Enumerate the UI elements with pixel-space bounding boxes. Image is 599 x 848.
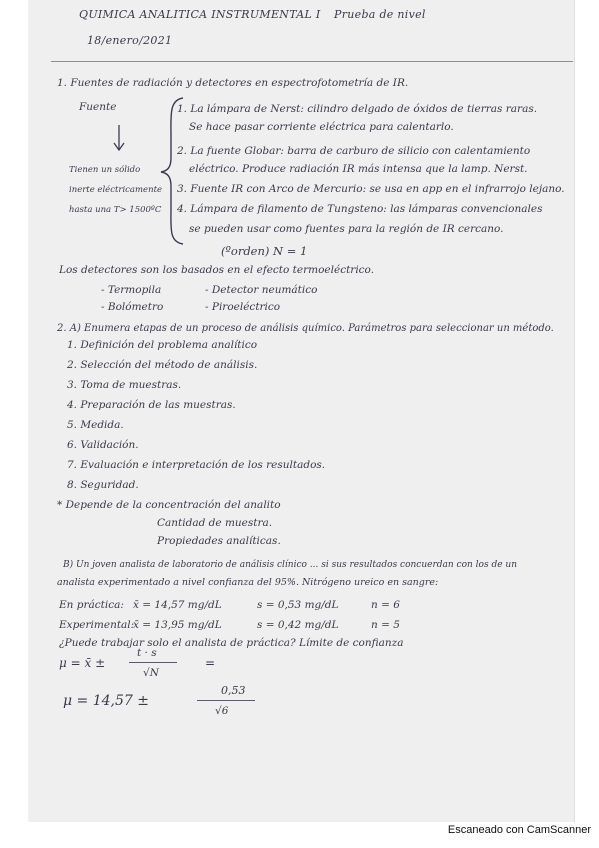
q2-title: 2. A) Enumera etapas de un proceso de análisis químico. Parámetros para seleccionar un método.: [57, 323, 554, 334]
q1-title: 1. Fuentes de radiación y detectores en espectrofotometría de IR.: [57, 77, 409, 89]
q2-step-4: 4. Preparación de las muestras.: [67, 399, 236, 411]
q2-step-2: 2. Selección del método de análisis.: [67, 359, 258, 371]
brace-icon: [159, 96, 187, 246]
q2-question: ¿Puede trabajar solo el analista de práctica? Límite de confianza: [59, 637, 404, 649]
header-subtitle: Prueba de nivel: [334, 8, 426, 21]
experimental-label: Experimental:: [59, 619, 135, 631]
q1-left-note-2: inerte eléctricamente: [69, 185, 163, 195]
formula1-fraction-bar: [129, 662, 177, 663]
header-date: 18/enero/2021: [87, 34, 173, 47]
formula2-denominator: √6: [215, 705, 229, 717]
q1-item-4-cont: se pueden usar como fuentes para la región de IR cercano.: [189, 223, 504, 235]
q2-b-line-2: analista experimentado a nivel confianza del 95%. Nitrógeno ureico en sangre:: [57, 577, 439, 588]
formula1-left: μ = x̄ ±: [59, 656, 106, 670]
q2-step-3: 3. Toma de muestras.: [67, 379, 182, 391]
q1-equation: (ºorden) N = 1: [221, 244, 308, 258]
q2-step-6: 6. Validación.: [67, 439, 139, 451]
q1-left-label: Fuente: [79, 101, 117, 113]
experimental-n: n = 5: [371, 619, 400, 631]
q1-detector-neumatico: - Detector neumático: [205, 284, 318, 296]
q1-item-2: 2. La fuente Globar: barra de carburo de silicio con calentamiento: [177, 145, 531, 157]
formula2-numerator: 0,53: [221, 684, 246, 697]
q2-depends-item-1: Cantidad de muestra.: [157, 517, 273, 529]
formula2-left: μ = 14,57 ±: [63, 693, 149, 709]
q1-detector-piroelectrico: - Piroeléctrico: [205, 301, 281, 313]
q1-left-note-3: hasta una T> 1500ºC: [69, 205, 162, 215]
formula1-denominator: √N: [143, 667, 159, 679]
practice-n: n = 6: [371, 599, 400, 611]
q1-detector-bolometro: - Bolómetro: [101, 301, 164, 313]
q1-detector-termopila: - Termopila: [101, 284, 162, 296]
practice-s: s = 0,53 mg/dL: [257, 599, 339, 611]
formula2-fraction-bar: [197, 700, 255, 701]
q2-depends-line: * Depende de la concentración del analito: [57, 499, 281, 511]
scanned-page: [28, 0, 575, 822]
down-arrow-icon: [113, 124, 125, 152]
q1-item-4: 4. Lámpara de filamento de Tungsteno: las lámparas convencionales: [177, 203, 543, 215]
q2-depends-item-2: Propiedades analíticas.: [157, 535, 281, 547]
q1-item-1: 1. La lámpara de Nerst: cilindro delgado de óxidos de tierras raras.: [177, 103, 538, 115]
formula1-numerator: t · s: [137, 647, 157, 659]
q2-step-5: 5. Medida.: [67, 419, 124, 431]
q1-item-2-cont: eléctrico. Produce radiación IR más intensa que la lamp. Nerst.: [189, 163, 528, 175]
experimental-s: s = 0,42 mg/dL: [257, 619, 339, 631]
q1-item-3: 3. Fuente IR con Arco de Mercurio: se usa en app en el infrarrojo lejano.: [177, 183, 565, 195]
q2-step-7: 7. Evaluación e interpretación de los resultados.: [67, 459, 326, 471]
practice-mean: x̄ = 14,57 mg/dL: [133, 599, 222, 611]
q1-detectors-line: Los detectores son los basados en el efecto termoeléctrico.: [59, 264, 375, 276]
q1-item-1-cont: Se hace pasar corriente eléctrica para calentarlo.: [189, 121, 454, 133]
q2-b-line-1: B) Un joven analista de laboratorio de análisis clínico ... si sus resultados concuerdan con los de un: [63, 560, 517, 570]
header-divider: [51, 61, 573, 62]
practice-label: En práctica:: [59, 599, 124, 611]
experimental-mean: x̄ = 13,95 mg/dL: [133, 619, 222, 631]
header-title: QUIMICA ANALITICA INSTRUMENTAL I: [79, 8, 321, 21]
q2-step-1: 1. Definición del problema analítico: [67, 339, 258, 351]
formula1-equals: =: [205, 656, 216, 670]
q1-left-note-1: Tienen un sólido: [69, 165, 141, 175]
camscanner-footer: Escaneado con CamScanner: [447, 824, 591, 836]
q2-step-8: 8. Seguridad.: [67, 479, 139, 491]
